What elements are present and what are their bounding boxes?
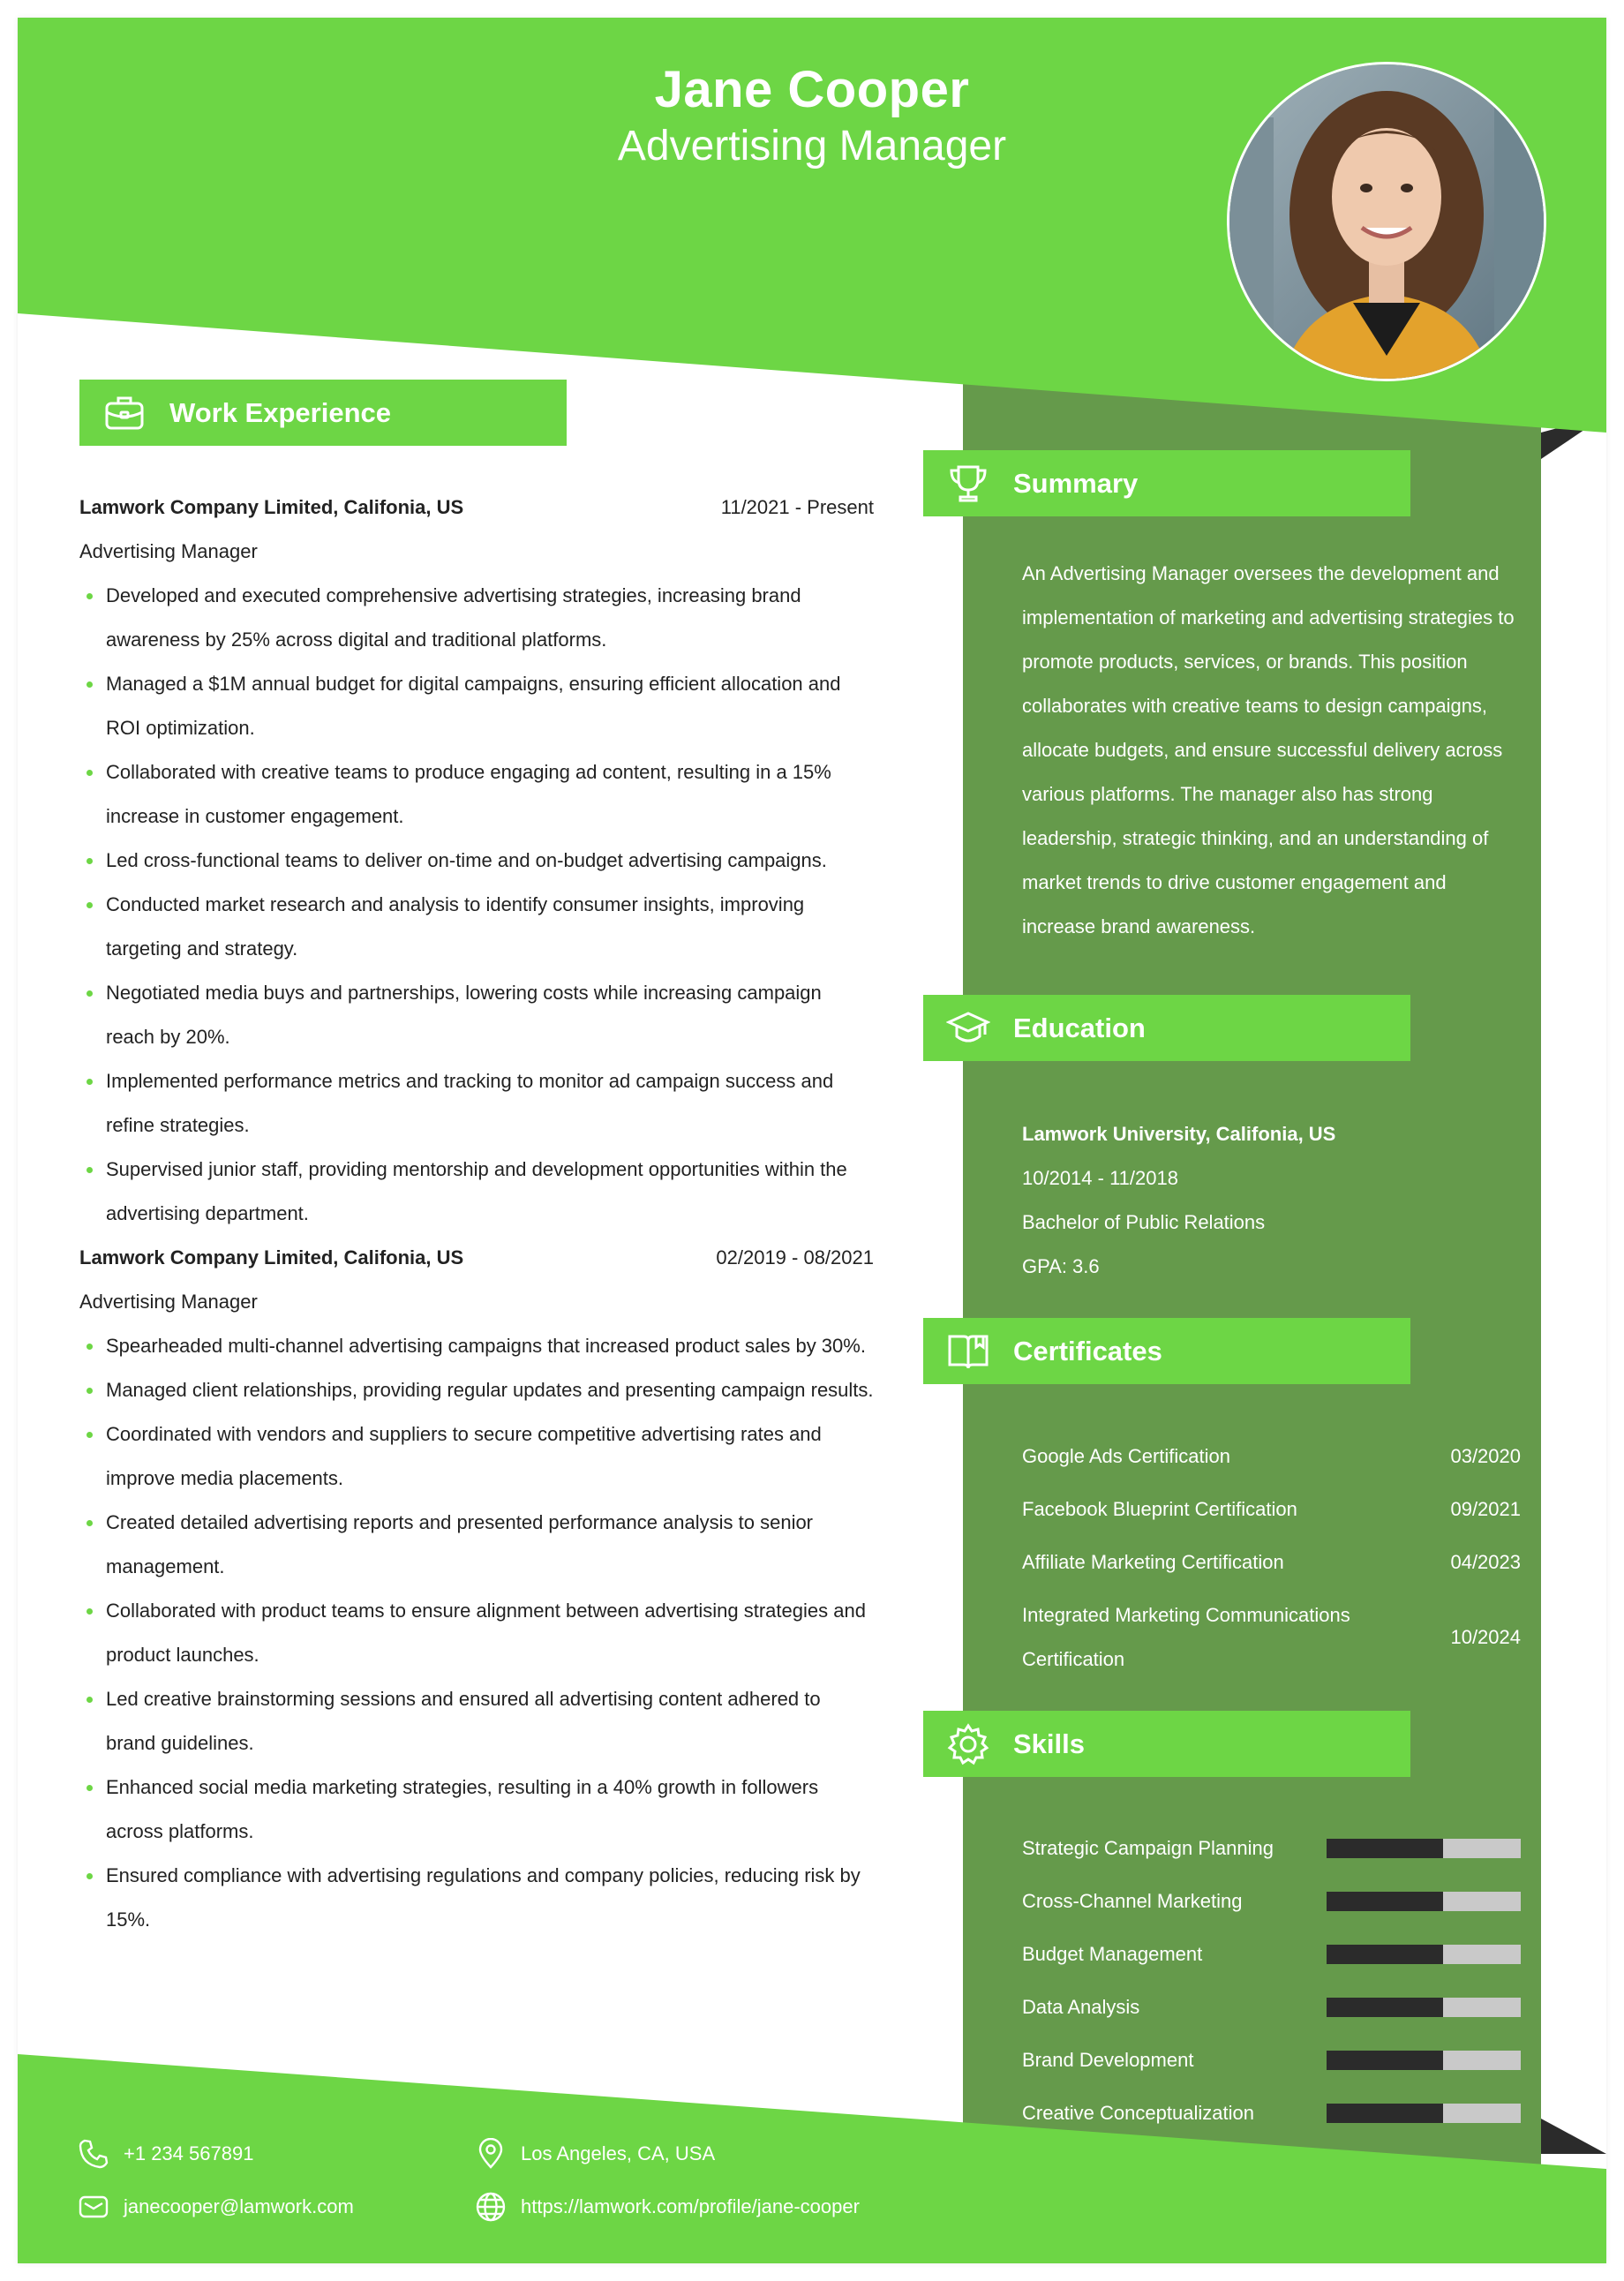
skill-item	[1022, 1875, 1521, 1928]
skill-level-fill	[1327, 1998, 1443, 2017]
job-bullet: Enhanced social media marketing strategies, resulting in a 40% growth in followers across platforms.	[79, 1765, 874, 1854]
education-dates: 10/2014 - 11/2018	[1022, 1167, 1178, 1189]
skill-level-bar	[1327, 1839, 1521, 1858]
job-bullet: Collaborated with product teams to ensure alignment between advertising strategies and product launches.	[79, 1589, 874, 1677]
job-bullet: Coordinated with vendors and suppliers to secure competitive advertising rates and improve media placements.	[79, 1412, 874, 1501]
skills-list	[1022, 1822, 1521, 2140]
mail-icon	[76, 2189, 111, 2225]
certificate-item	[1022, 1434, 1521, 1479]
job-bullets	[79, 574, 874, 1236]
skill-name: Strategic Campaign Planning	[1022, 1837, 1274, 1859]
education-title: Education	[1013, 1012, 1146, 1043]
skill-level-fill	[1327, 1945, 1443, 1964]
skill-level-fill	[1327, 2051, 1443, 2070]
job-role: Advertising Manager	[79, 540, 258, 562]
skill-level-fill	[1327, 1892, 1443, 1911]
gear-icon	[943, 1719, 994, 1770]
phone-icon	[76, 2136, 111, 2172]
job-bullet: Managed a $1M annual budget for digital campaigns, ensuring efficient allocation and ROI optimization.	[79, 662, 874, 750]
work-experience-list	[79, 486, 874, 1942]
certificate-name: Google Ads Certification	[1022, 1445, 1231, 1467]
skill-level-bar	[1327, 1945, 1521, 1964]
summary-header	[923, 450, 1410, 516]
job-bullet: Conducted market research and analysis to identify consumer insights, improving targeting and strategy.	[79, 883, 874, 971]
briefcase-icon	[99, 388, 150, 439]
graduation-cap-icon	[943, 1003, 994, 1054]
phone-text: +1 234 567891	[124, 2142, 254, 2164]
skill-level-fill	[1327, 1839, 1443, 1858]
summary-text: An Advertising Manager oversees the development and implementation of marketing and advertising strategies to promote products, services, or brands. This position collaborates with creative teams to design campaigns, allocate budgets, and ensure successful delivery across various platforms. The manager also has strong leadership, strategic thinking, and an understanding of market trends to drive customer engagement and increase brand awareness.	[1022, 562, 1515, 937]
skill-item	[1022, 2087, 1521, 2140]
candidate-name: Jane Cooper	[654, 61, 970, 118]
job-bullet: Created detailed advertising reports and presented performance analysis to senior management.	[79, 1501, 874, 1589]
trophy-icon	[943, 458, 994, 509]
skill-name: Data Analysis	[1022, 1996, 1140, 2018]
certificate-name: Integrated Marketing Communications Certification	[1022, 1604, 1350, 1670]
certificate-item	[1022, 1487, 1521, 1532]
job-dates: 11/2021 - Present	[720, 496, 874, 518]
skill-level-bar	[1327, 1892, 1521, 1911]
job-bullet: Negotiated media buys and partnerships, lowering costs while increasing campaign reach by 20%.	[79, 971, 874, 1059]
certificate-date: 09/2021	[1450, 1498, 1521, 1520]
education-gpa: GPA: 3.6	[1022, 1255, 1100, 1277]
avatar	[1227, 62, 1546, 381]
certificate-item	[1022, 1593, 1521, 1682]
skill-name: Cross-Channel Marketing	[1022, 1890, 1243, 1912]
job-bullet: Managed client relationships, providing regular updates and presenting campaign results.	[79, 1368, 874, 1412]
certificates-title: Certificates	[1013, 1335, 1162, 1366]
job-role: Advertising Manager	[79, 1291, 258, 1313]
contact-phone[interactable]	[76, 2136, 253, 2172]
skill-level-bar	[1327, 2104, 1521, 2123]
email-text: janecooper@lamwork.com	[124, 2195, 354, 2217]
contact-email[interactable]	[76, 2189, 354, 2225]
job-entry	[79, 1236, 874, 1942]
job-bullet: Ensured compliance with advertising regulations and company policies, reducing risk by 15%.	[79, 1854, 874, 1942]
skill-name: Budget Management	[1022, 1943, 1203, 1965]
skill-item	[1022, 1928, 1521, 1981]
certificate-date: 04/2023	[1450, 1551, 1521, 1573]
education-header	[923, 995, 1410, 1061]
education-degree: Bachelor of Public Relations	[1022, 1211, 1266, 1233]
work-experience-title: Work Experience	[169, 396, 391, 428]
summary-title: Summary	[1013, 467, 1139, 499]
candidate-title: Advertising Manager	[617, 123, 1007, 169]
skill-item	[1022, 2034, 1521, 2087]
skill-level-bar	[1327, 1998, 1521, 2017]
job-bullet: Spearheaded multi-channel advertising campaigns that increased product sales by 30%.	[79, 1324, 874, 1368]
skill-item	[1022, 1822, 1521, 1875]
certificate-name: Affiliate Marketing Certification	[1022, 1551, 1284, 1573]
certificate-name: Facebook Blueprint Certification	[1022, 1498, 1297, 1520]
skill-item	[1022, 1981, 1521, 2034]
skill-name: Creative Conceptualization	[1022, 2102, 1254, 2124]
skill-level-bar	[1327, 2051, 1521, 2070]
job-bullet: Led cross-functional teams to deliver on-time and on-budget advertising campaigns.	[79, 839, 874, 883]
resume-page	[18, 18, 1606, 2263]
skills-title: Skills	[1013, 1728, 1085, 1759]
location-text: Los Angeles, CA, USA	[521, 2142, 716, 2164]
skills-header	[923, 1711, 1410, 1777]
contact-website[interactable]	[473, 2189, 860, 2225]
job-bullet: Collaborated with creative teams to produce engaging ad content, resulting in a 15% increase in customer engagement.	[79, 750, 874, 839]
skill-name: Brand Development	[1022, 2049, 1194, 2071]
job-bullets	[79, 1324, 874, 1942]
certificate-date: 10/2024	[1450, 1626, 1521, 1648]
job-dates: 02/2019 - 08/2021	[716, 1246, 874, 1268]
education-school: Lamwork University, Califonia, US	[1022, 1123, 1336, 1145]
job-bullet: Led creative brainstorming sessions and ensured all advertising content adhered to brand guidelines.	[79, 1677, 874, 1765]
education-entry	[1022, 1112, 1521, 1289]
location-pin-icon	[473, 2136, 508, 2172]
job-entry	[79, 486, 874, 1236]
job-bullet: Developed and executed comprehensive advertising strategies, increasing brand awareness by 25% across digital and traditional platforms.	[79, 574, 874, 662]
book-icon	[943, 1326, 994, 1377]
certificate-item	[1022, 1540, 1521, 1585]
job-bullet: Implemented performance metrics and tracking to monitor ad campaign success and refine strategies.	[79, 1059, 874, 1148]
job-bullet: Supervised junior staff, providing mentorship and development opportunities within the advertising department.	[79, 1148, 874, 1236]
skill-level-fill	[1327, 2104, 1443, 2123]
certificate-date: 03/2020	[1450, 1445, 1521, 1467]
job-company: Lamwork Company Limited, Califonia, US	[79, 496, 464, 518]
certificates-list	[1022, 1434, 1521, 1682]
job-company: Lamwork Company Limited, Califonia, US	[79, 1246, 464, 1268]
bottom-fold	[1541, 2119, 1606, 2154]
contact-location	[473, 2136, 715, 2172]
website-text: https://lamwork.com/profile/jane-cooper	[521, 2195, 860, 2217]
work-experience-header	[79, 380, 567, 446]
certificates-header	[923, 1318, 1410, 1384]
globe-icon	[473, 2189, 508, 2225]
